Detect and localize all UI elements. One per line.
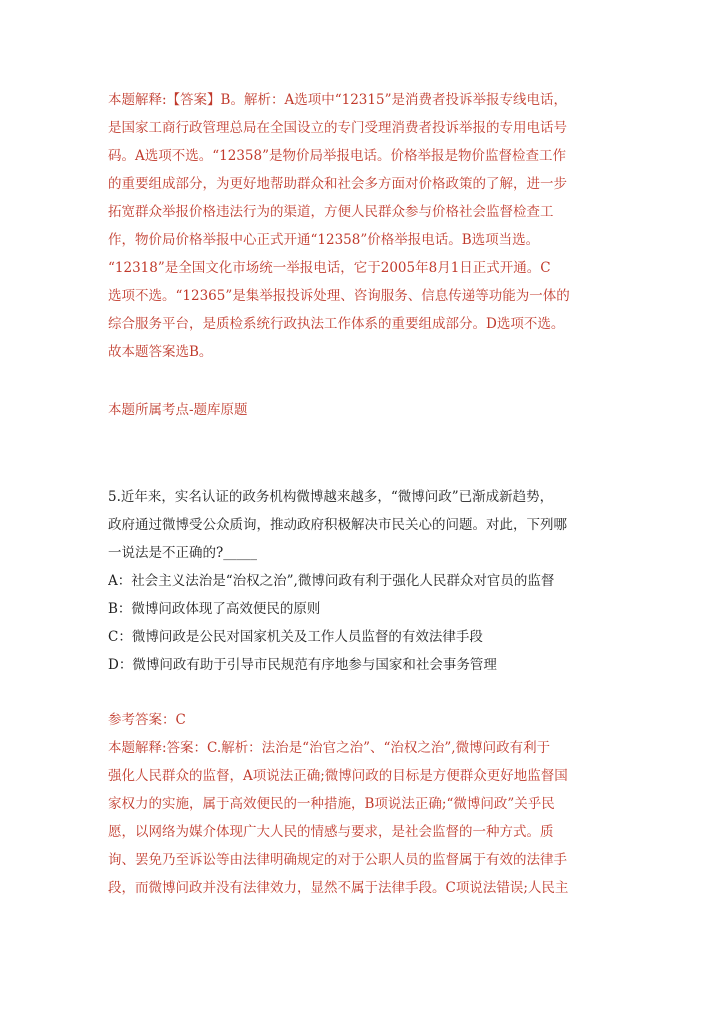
explanation-line: 是国家工商行政管理总局在全国设立的专门受理消费者投诉举报的专用电话号 [108, 120, 567, 136]
answer-explanation-line: 强化人民群众的监督，A项说法正确;微博问政的目标是方便群众更好地监督国 [108, 768, 568, 784]
source-note-text: 本题所属考点-题库原题 [108, 402, 248, 418]
explanation-line: 本题解释:【答案】B。解析：A选项中“12315”是消费者投诉举报专线电话， [108, 92, 567, 108]
previous-question-explanation [108, 86, 613, 366]
option-c: C：微博问政是公民对国家机关及工作人员监督的有效法律手段 [108, 629, 483, 645]
explanation-line: 选项不选。“12365”是集举报投诉处理、咨询服务、信息传递等功能为一体的 [108, 288, 570, 304]
option-a: A：社会主义法治是“治权之治”,微博问政有利于强化人民群众对官员的监督 [108, 573, 555, 589]
explanation-line: “12318”是全国文化市场统一举报电话，它于2005年8月1日正式开通。C [108, 260, 551, 276]
explanation-line: 综合服务平台，是质检系统行政执法工作体系的重要组成部分。D选项不选。 [108, 316, 565, 332]
explanation-line: 码。A选项不选。“12358”是物价局举报电话。价格举报是物价监督检查工作 [108, 148, 566, 164]
answer-section [108, 706, 613, 902]
answer-explanation-line: 家权力的实施，属于高效便民的一种措施，B项说法正确;“微博问政”关乎民 [108, 796, 555, 812]
reference-answer: 参考答案：C [108, 712, 186, 728]
answer-explanation-line: 段，而微博问政并没有法律效力，显然不属于法律手段。C项说法错误;人民主 [108, 880, 569, 896]
answer-explanation-line: 本题解释:答案：C.解析：法治是“治官之治”、“治权之治”,微博问政有利于 [108, 740, 551, 756]
option-d: D：微博问政有助于引导市民规范有序地参与国家和社会事务管理 [108, 657, 497, 673]
question-stem-line: 5.近年来，实名认证的政务机构微博越来越多，“微博问政”已渐成新趋势， [108, 489, 554, 505]
question-stem-line: 一说法是不正确的?_____ [108, 545, 257, 561]
explanation-line: 的重要组成部分，为更好地帮助群众和社会多方面对价格政策的了解，进一步 [108, 176, 567, 192]
answer-explanation-line: 询、罢免乃至诉讼等由法律明确规定的对于公职人员的监督属于有效的法律手 [108, 852, 567, 868]
explanation-line: 故本题答案选B。 [108, 344, 213, 360]
question-stem-line: 政府通过微博受公众质询，推动政府积极解决市民关心的问题。对此，下列哪 [108, 517, 567, 533]
option-b: B：微博问政体现了高效便民的原则 [108, 601, 321, 617]
answer-explanation-line: 愿，以网络为媒介体现广大人民的情感与要求，是社会监督的一种方式。质 [108, 824, 554, 840]
explanation-line: 作，物价局价格举报中心正式开通“12358”价格举报电话。B选项当选。 [108, 232, 540, 248]
source-note [108, 396, 613, 424]
question-5 [108, 483, 613, 679]
explanation-line: 拓宽群众举报价格违法行为的渠道，方便人民群众参与价格社会监督检查工 [108, 204, 554, 220]
